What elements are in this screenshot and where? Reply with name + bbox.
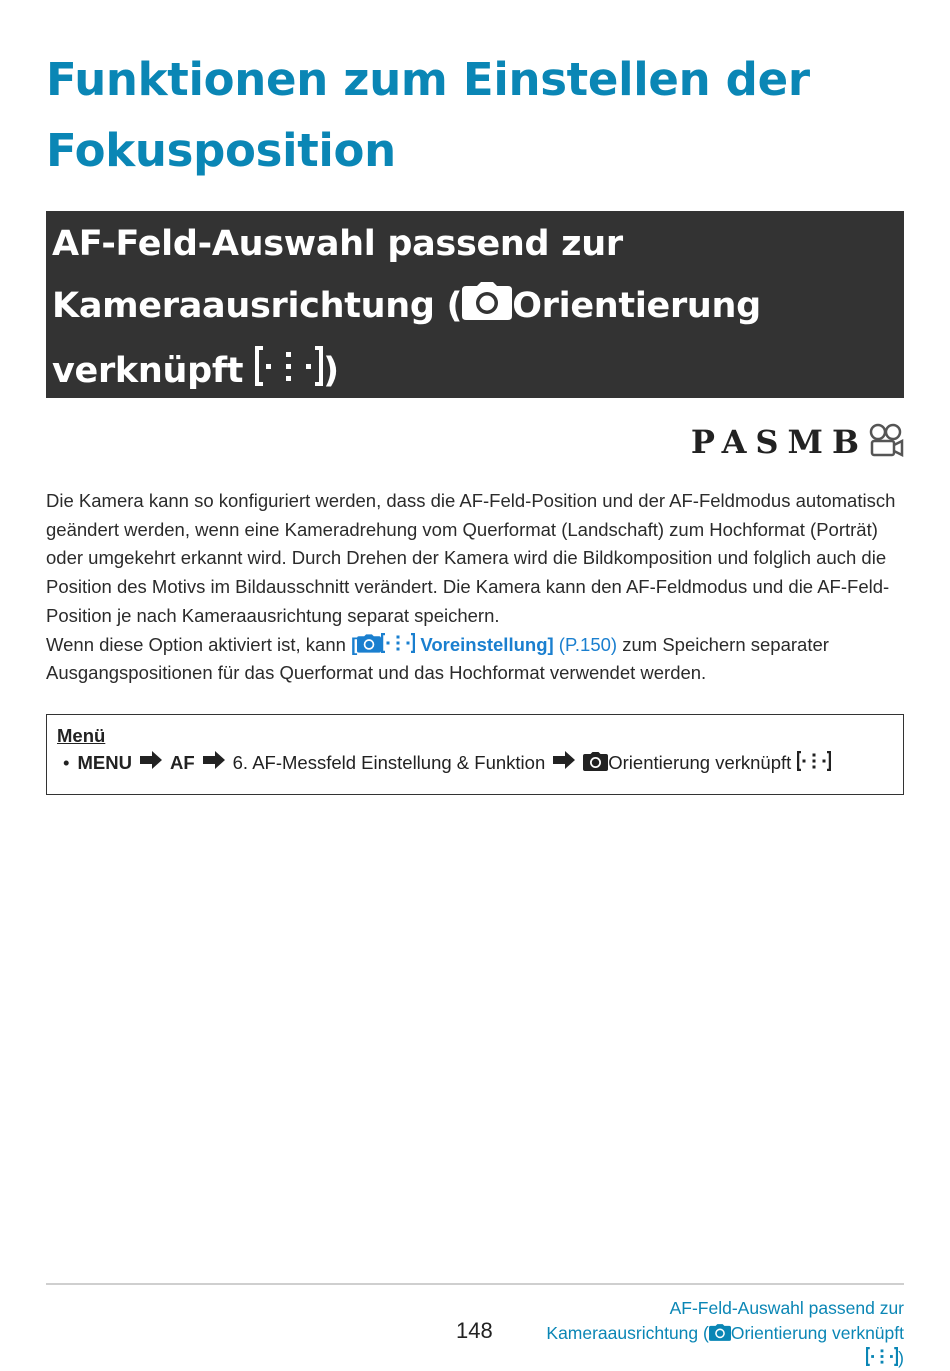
footer-divider [46,1283,904,1285]
chapter-title-line-2: Fokusposition [46,124,396,177]
section-header [46,211,904,398]
preset-page-ref[interactable]: (P.150) [558,633,618,655]
preset-link-open: [ [351,633,358,655]
footer-link-line-2b: Orientierung verknüpft [730,1323,904,1343]
body-line-2-suffix: zum Speichern separater Ausgangspositionen für das Querformat und das Hochformat verwendet werden. [46,633,829,684]
arrow-right-icon [553,749,575,777]
footer-link-line-1: AF-Feld-Auswahl passend zur [669,1298,904,1318]
section-title-line-3b: ) [323,351,339,391]
menu-step-af: AF [169,752,195,773]
menu-heading: Menü [57,725,106,746]
arrow-right-icon [203,749,225,777]
preset-link-label: Voreinstellung] [415,633,554,655]
af-target-icon [866,1348,898,1368]
body-paragraph: Die Kamera kann so konfiguriert werden, dass die AF-Feld-Position und der AF-Feldmodus automatisch geändert werden, wenn eine Kameradrehung vom Querformat (Landschaft) zum Hochformat (Porträt) oder umgekehrt erkannt wird. Durch Drehen der Kamera wird die Bildkomposition und folglich auch die Position des Motivs im Bildausschnitt verändert. Die Kamera kann den AF-Feldmodus und die AF-Feld-Position je nach Kameraausrichtung separat speichern. [46,490,896,626]
footer-link-line-2a: Kameraausrichtung ( [546,1323,709,1343]
section-title-line-2b: Orientierung [512,286,761,326]
section-title [52,213,898,406]
camera-icon [462,278,512,340]
chapter-title-line-1: Funktionen zum Einstellen der [46,53,810,106]
bullet: • [63,752,70,773]
menu-step-orientation: Orientierung verknüpft [608,752,792,773]
menu-step-menu: MENU [77,752,132,773]
arrow-right-icon [140,749,162,777]
body-line-2-prefix: Wenn diese Option aktiviert ist, kann [46,633,352,655]
chapter-title [46,44,906,186]
af-target-icon [255,344,323,406]
section-title-line-1: AF-Feld-Auswahl passend zur [52,224,623,264]
af-target-icon [381,634,415,655]
body-text [46,487,908,688]
footer-section-link[interactable] [484,1296,904,1371]
shooting-modes [691,424,904,460]
menu-path [57,749,893,777]
movie-camera-icon [868,423,904,462]
preset-link[interactable] [351,634,617,655]
camera-icon [357,634,381,655]
af-target-icon [797,749,831,777]
footer-link-line-3b: ) [898,1348,904,1368]
menu-box [46,714,904,795]
menu-step-af-settings: 6. AF-Messfeld Einstellung & Funktion [232,752,546,773]
mode-letters: PASMB [690,423,868,461]
page-number: 148 [456,1318,493,1343]
camera-icon [583,749,608,777]
section-title-line-2a: Kameraausrichtung ( [52,286,463,326]
section-title-line-3a: verknüpft [52,351,256,391]
camera-icon [709,1323,731,1343]
